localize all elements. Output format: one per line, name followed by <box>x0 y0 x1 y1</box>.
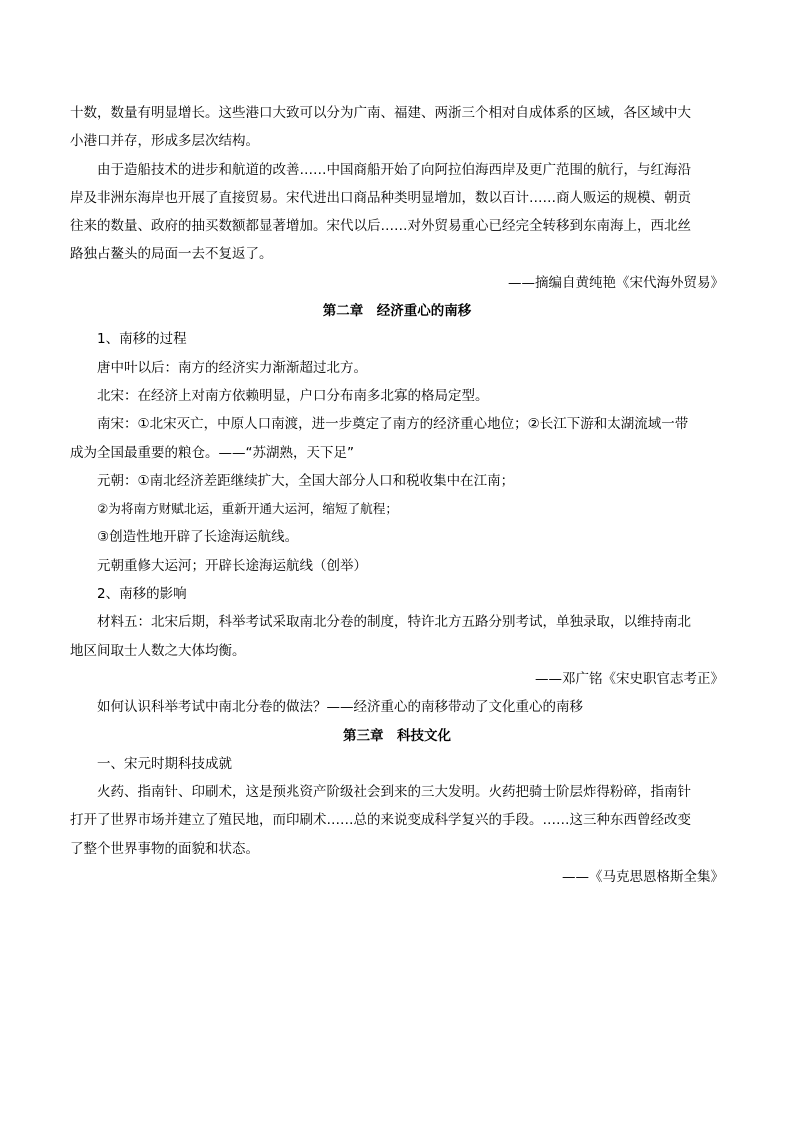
body-line: 往来的数量、政府的抽买数额都显著增加。宋代以后……对外贸易重心已经完全转移到东南海上，西北丝 <box>70 218 691 235</box>
subheading: 一、宋元时期科技成就 <box>97 755 232 772</box>
body-line: 十数，数量有明显增长。这些港口大致可以分为广南、福建、两浙三个相对自成体系的区域，各区域中大 <box>70 105 691 121</box>
subheading: 2、南移的影响 <box>97 586 187 603</box>
body-line: 材料五：北宋后期，科举考试采取南北分卷的制度，特许北方五路分别考试，单独录取，以维持南北 <box>97 614 691 631</box>
body-line: 了整个世界事物的面貌和状态。 <box>70 840 259 857</box>
body-line: 元朝：①南北经济差距继续扩大，全国大部分人口和税收集中在江南； <box>97 472 515 489</box>
citation: ——邓广铭《宋史职官志考正》 <box>535 670 724 687</box>
body-line: 小港口并存，形成多层次结构。 <box>70 133 259 150</box>
body-line: 火药、指南针、印刷术，这是预兆资产阶级社会到来的三大发明。火药把骑士阶层炸得粉碎，指南针 <box>97 784 691 801</box>
body-line: ②为将南方财赋北运，重新开通大运河，缩短了航程； <box>97 501 398 517</box>
chapter-heading: 第二章 经济重心的南移 <box>322 303 472 320</box>
chapter-heading: 第三章 科技文化 <box>343 727 451 744</box>
citation: ——《马克思恩格斯全集》 <box>562 869 724 886</box>
body-line: 元朝重修大运河；开辟长途海运航线（创举） <box>97 557 367 574</box>
body-line: 成为全国最重要的粮仓。——“苏湖熟，天下足” <box>70 444 354 461</box>
body-line: 北宋：在经济上对南方依赖明显，户口分布南多北寡的格局定型。 <box>97 387 489 404</box>
body-line: 路独占鳌头的局面一去不复返了。 <box>70 246 273 263</box>
question-line: 如何认识科举考试中南北分卷的做法？——经济重心的南移带动了文化重心的南移 <box>97 699 583 716</box>
subheading: 1、南移的过程 <box>97 331 187 348</box>
body-line: 岸及非洲东海岸也开展了直接贸易。宋代进出口商品种类明显增加，数以百计……商人贩运的规模、朝贡 <box>70 189 691 206</box>
citation: ——摘编自黄纯艳《宋代海外贸易》 <box>508 274 724 291</box>
body-line: 南宋：①北宋灭亡，中原人口南渡，进一步奠定了南方的经济重心地位；②长江下游和太湖流域一带 <box>97 416 689 433</box>
body-line: ③创造性地开辟了长途海运航线。 <box>97 529 299 546</box>
body-line: 由于造船技术的进步和航道的改善……中国商船开始了向阿拉伯海西岸及更广范围的航行，与红海沿 <box>97 161 691 178</box>
body-line: 打开了世界市场并建立了殖民地，而印刷术……总的来说变成科学复兴的手段。……这三种东西曾经改变 <box>70 812 691 829</box>
document-page <box>70 99 724 891</box>
body-line: 地区间取士人数之大体均衡。 <box>70 642 246 659</box>
body-line: 唐中叶以后：南方的经济实力渐渐超过北方。 <box>97 359 367 376</box>
